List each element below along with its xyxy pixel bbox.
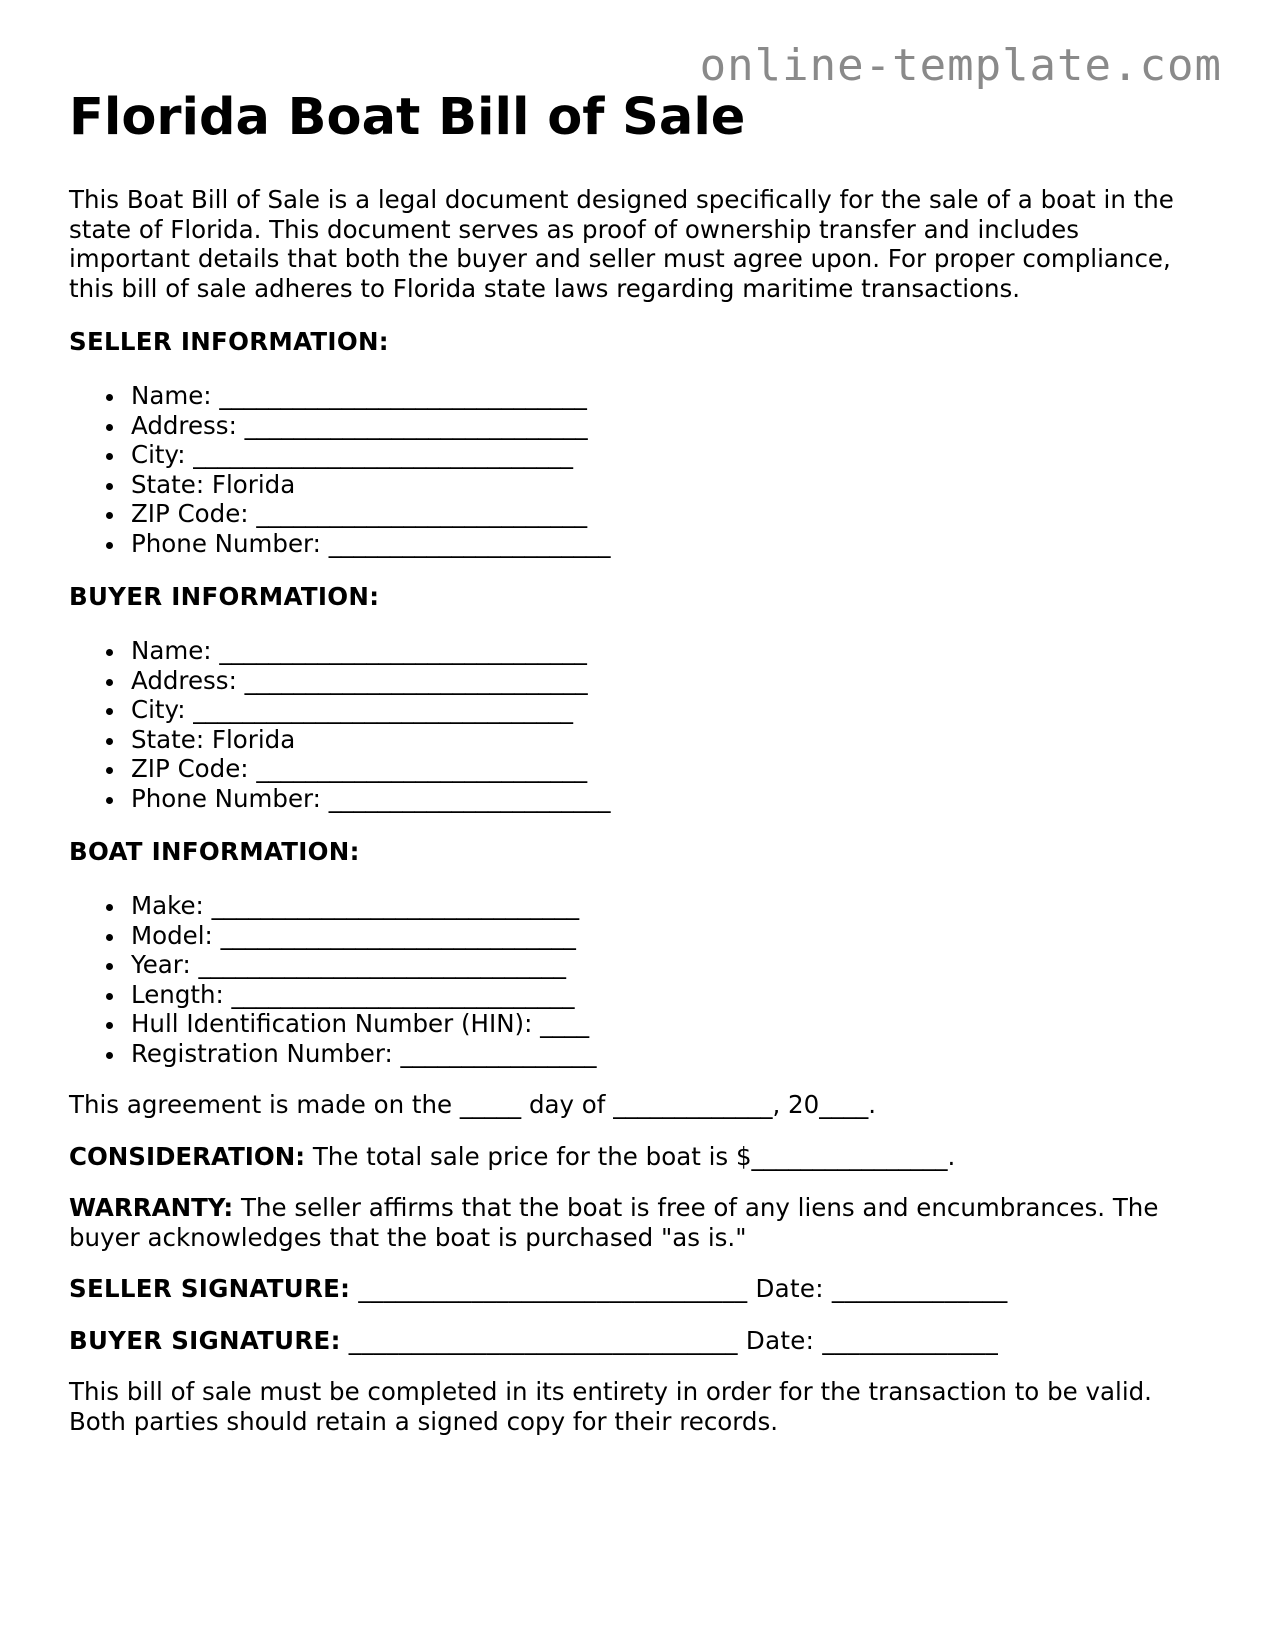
boat-hin-field[interactable]: Hull Identification Number (HIN): ____ bbox=[69, 1009, 1209, 1039]
seller-section-heading: SELLER INFORMATION: bbox=[69, 327, 389, 356]
buyer-phone-field[interactable]: Phone Number: _______________________ bbox=[69, 784, 1209, 814]
boat-make-field[interactable]: Make: ______________________________ bbox=[69, 891, 1209, 921]
buyer-address-field[interactable]: Address: ____________________________ bbox=[69, 666, 1209, 696]
seller-name-field[interactable]: Name: ______________________________ bbox=[69, 381, 1209, 411]
warranty-label: WARRANTY: bbox=[69, 1193, 234, 1222]
warranty-paragraph bbox=[69, 1193, 1209, 1252]
boat-year-field[interactable]: Year: ______________________________ bbox=[69, 950, 1209, 980]
closing-paragraph: This bill of sale must be completed in its entirety in order for the transaction to be valid. Both parties should retain a signed copy for their records. bbox=[69, 1377, 1160, 1436]
agreement-date-line[interactable]: This agreement is made on the _____ day of _____________, 20____. bbox=[69, 1090, 876, 1119]
watermark: online-template.com bbox=[699, 40, 1222, 91]
seller-address-field[interactable]: Address: ____________________________ bbox=[69, 411, 1209, 441]
boat-registration-field[interactable]: Registration Number: ________________ bbox=[69, 1039, 1209, 1069]
seller-phone-field[interactable]: Phone Number: _______________________ bbox=[69, 529, 1209, 559]
boat-length-field[interactable]: Length: ____________________________ bbox=[69, 980, 1209, 1010]
buyer-state-field: State: Florida bbox=[69, 725, 1209, 755]
seller-state-field: State: Florida bbox=[69, 470, 1209, 500]
buyer-section-heading: BUYER INFORMATION: bbox=[69, 582, 380, 611]
seller-signature-line bbox=[69, 1274, 1209, 1304]
consideration-label: CONSIDERATION: bbox=[69, 1141, 306, 1171]
boat-info-list bbox=[69, 891, 1209, 1068]
seller-city-field[interactable]: City: _______________________________ bbox=[69, 440, 1209, 470]
seller-signature-label: SELLER SIGNATURE: bbox=[69, 1274, 351, 1303]
seller-zip-field[interactable]: ZIP Code: ___________________________ bbox=[69, 499, 1209, 529]
buyer-signature-label: BUYER SIGNATURE: bbox=[69, 1325, 341, 1355]
boat-model-field[interactable]: Model: _____________________________ bbox=[69, 921, 1209, 951]
consideration-text[interactable]: The total sale price for the boat is $________________. bbox=[305, 1141, 956, 1171]
buyer-city-field[interactable]: City: _______________________________ bbox=[69, 695, 1209, 725]
seller-signature-field[interactable]: _______________________________ Date: ______________ bbox=[350, 1274, 1008, 1303]
buyer-name-field[interactable]: Name: ______________________________ bbox=[69, 636, 1209, 666]
intro-paragraph: This Boat Bill of Sale is a legal document designed specifically for the sale of a boat in the state of Florida. This document serves as proof of ownership transfer and includes important details that both the buyer and seller must agree upon. For proper compliance, this bill of sale adheres to Florida state laws regarding maritime transactions. bbox=[69, 185, 1174, 303]
seller-info-list bbox=[69, 381, 1209, 558]
buyer-zip-field[interactable]: ZIP Code: ___________________________ bbox=[69, 754, 1209, 784]
buyer-signature-line bbox=[69, 1326, 1209, 1356]
buyer-info-list bbox=[69, 636, 1209, 813]
warranty-text: The seller affirms that the boat is free of any liens and encumbrances. The buyer acknowledges that the boat is purchased "as is." bbox=[69, 1193, 1167, 1252]
consideration-paragraph bbox=[69, 1142, 1209, 1172]
boat-section-heading: BOAT INFORMATION: bbox=[69, 837, 360, 866]
document-page bbox=[69, 86, 1209, 1436]
document-title: Florida Boat Bill of Sale bbox=[69, 88, 746, 147]
buyer-signature-field[interactable]: _______________________________ Date: ______________ bbox=[340, 1325, 999, 1355]
